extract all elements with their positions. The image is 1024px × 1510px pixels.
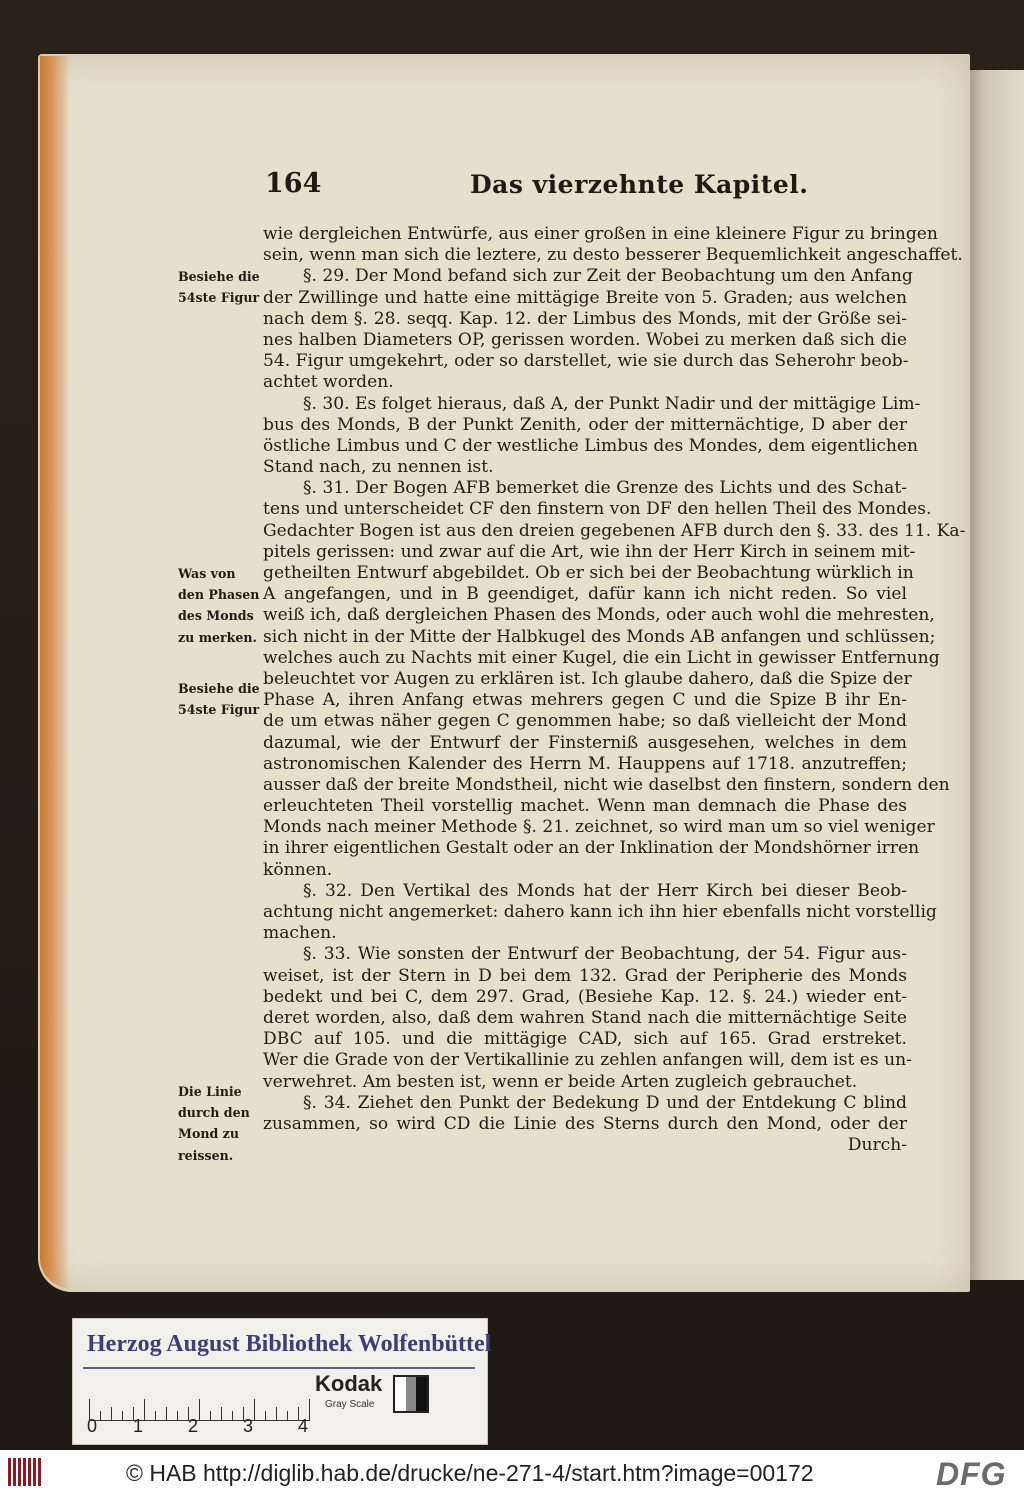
text-line: Gedachter Bogen ist aus den dreien gegebenen AFB durch den §. 33. des 11. Ka- (263, 520, 966, 541)
text-line: Phase A, ihren Anfang etwas mehrers gegen C und die Spize B ihr En- (263, 690, 907, 711)
text-line: A angefangen, und in B geendiget, dafür kann ich nicht reden. So viel (263, 584, 907, 605)
margin-note-line: reissen. (178, 1147, 234, 1163)
page-binding-edge (40, 56, 70, 1288)
text-line: beleuchtet vor Augen zu erklären ist. Ich glaube dahero, daß die Spize der (263, 668, 912, 689)
margin-note-line: den Phasen (178, 587, 260, 603)
text-line: achtet worden. (263, 372, 394, 393)
text-line: getheilten Entwurf abgebildet. Ob er sich bei der Beobachtung würklich in (263, 563, 914, 583)
margin-note-line: durch den (178, 1105, 250, 1121)
margin-note-phases (178, 563, 264, 648)
text-line: können. (263, 859, 333, 880)
hab-logo-icon (8, 1458, 42, 1486)
margin-note-line: Besiehe die (178, 681, 260, 696)
text-line: bus des Monds, B der Punkt Zenith, oder der mitternächtige, D aber der (263, 414, 907, 435)
text-line: §. 33. Wie sonsten der Entwurf der Beobachtung, der 54. Figur aus- (303, 944, 907, 965)
text-line: §. 34. Ziehet den Punkt der Bedekung D und der Entdekung C blind (303, 1092, 907, 1113)
text-line: verwehret. Am besten ist, wenn er beide Arten zugleich gebrauchet. (263, 1071, 858, 1092)
margin-note-draw-line (178, 1081, 264, 1166)
footer-bar (0, 1450, 1024, 1510)
gray-scale-swatch (393, 1375, 429, 1413)
page-header (265, 168, 905, 208)
text-line: achtung nicht angemerket: dahero kann ich ihn hier ebenfalls nicht vorstellig (263, 902, 937, 922)
margin-note-line: des Monds (178, 608, 254, 624)
text-line: §. 32. Den Vertikal des Monds hat der Herr Kirch bei dieser Beob- (303, 880, 907, 901)
footer-url[interactable]: © HAB http://diglib.hab.de/drucke/ne-271-4/start.htm?image=00172 (126, 1460, 814, 1486)
scale-number: 1 (133, 1416, 144, 1436)
text-line: 54. Figur umgekehrt, oder so darstellet, wie sie durch das Seherohr beob- (263, 351, 909, 372)
scale-number: 0 (87, 1416, 98, 1436)
text-line: machen. (263, 923, 337, 944)
scale-number: 2 (188, 1416, 199, 1436)
text-line: deret worden, also, daß dem wahren Stand nach die mitternächtige Seite (263, 1007, 907, 1028)
text-line: astronomischen Kalender des Herrn M. Hauppens auf 1718. anzutreffen; (263, 753, 907, 774)
text-line: §. 30. Es folget hieraus, daß A, der Punkt Nadir und der mittägige Lim- (303, 393, 921, 414)
scale-number: 4 (298, 1416, 309, 1436)
text-line: Wer die Grade von der Vertikallinie zu zehlen anfangen will, dem ist es un- (263, 1050, 912, 1071)
text-line: weiß ich, daß dergleichen Phasen des Monds, oder auch wohl die mehresten, (263, 605, 935, 626)
text-line: dazumal, wie der Entwurf der Finsterniß ausgesehen, welches in dem (263, 732, 907, 753)
text-line: welches auch zu Nachts mit einer Kugel, die ein Licht in gewisser Entfernung (263, 647, 940, 668)
margin-note-line: Die Linie (178, 1084, 242, 1099)
text-line: erleuchteten Theil vorstellig machet. Wenn man demnach die Phase des (263, 796, 907, 817)
text-line: weiset, ist der Stern in D bei dem 132. Grad der Peripherie des Monds (263, 965, 907, 986)
label-divider (83, 1367, 475, 1369)
library-name: Herzog August Bibliothek Wolfenbüttel (87, 1331, 492, 1357)
text-line: Monds nach meiner Methode §. 21. zeichnet, so wird man um so viel weniger (263, 817, 935, 838)
text-line: DBC auf 105. und die mittägige CAD, sich auf 165. Grad erstreket. (263, 1029, 907, 1050)
margin-note-line: 54ste Figur (178, 702, 260, 718)
library-label-card (72, 1318, 492, 1445)
margin-note-figure-reference (178, 266, 264, 308)
gray-scale-label: Gray Scale (325, 1399, 375, 1410)
text-line: östliche Limbus und C der westliche Limbus des Mondes, dem eigentlichen (263, 435, 919, 456)
text-line: Stand nach, zu nennen ist. (263, 457, 494, 478)
text-line: sich nicht in der Mitte der Halbkugel des Monds AB anfangen und schlüssen; (263, 626, 936, 647)
text-line: in ihrer eigentlichen Gestalt oder an der Inklination der Mondshörner irren (263, 838, 920, 859)
text-line: ausser daß der breite Mondstheil, nicht wie daselbst den finstern, sondern den (263, 774, 950, 795)
margin-note-line: zu merken. (178, 629, 257, 645)
text-line: der Zwillinge und hatte eine mittägige Breite von 5. Graden; aus welchen (263, 287, 907, 308)
margin-note-line: 54ste Figur (178, 290, 260, 306)
text-line: §. 31. Der Bogen AFB bemerket die Grenze des Lichts und des Schat- (303, 478, 907, 499)
text-line: §. 29. Der Mond befand sich zur Zeit der Beobachtung um den Anfang (303, 266, 913, 287)
kodak-brand: Kodak (315, 1371, 383, 1396)
text-line: wie dergleichen Entwürfe, aus einer großen in eine kleinere Figur zu bringen (263, 224, 938, 244)
text-line: sein, wenn man sich die leztere, zu desto besserer Bequemlichkeit angeschaffet. (263, 245, 963, 266)
text-line: zusammen, so wird CD die Linie des Sterns durch den Mond, oder der (263, 1113, 907, 1134)
chapter-title: Das vierzehnte Kapitel. (470, 170, 809, 199)
page-number: 164 (265, 168, 322, 199)
margin-note-line: Mond zu (178, 1126, 239, 1142)
text-line: nes halben Diameters OP, gerissen worden. Wobei zu merken daß sich die (263, 329, 907, 350)
dfg-logo: DFG (936, 1456, 1007, 1492)
text-line: bedekt und bei C, dem 297. Grad, (Besiehe Kap. 12. §. 24.) wieder ent- (263, 986, 907, 1007)
scale-number: 3 (243, 1416, 254, 1436)
margin-note-line: Besiehe die (178, 269, 260, 284)
margin-note-figure-reference-2 (178, 678, 264, 720)
text-line: de um etwas näher gegen C genommen habe; so daß vielleicht der Mond (263, 711, 907, 732)
text-line: nach dem §. 28. seqq. Kap. 12. der Limbus des Monds, mit der Größe sei- (263, 308, 907, 329)
next-page-edge (968, 70, 1024, 1280)
text-line: tens und unterscheidet CF den finstern von DF den hellen Theil des Mondes. (263, 499, 932, 520)
body-text (263, 224, 966, 1156)
margin-note-line: Was von (178, 566, 236, 581)
catchword: Durch- (847, 1135, 907, 1156)
text-line: pitels gerissen: und zwar auf die Art, wie ihn der Herr Kirch in seinem mit- (263, 541, 916, 562)
